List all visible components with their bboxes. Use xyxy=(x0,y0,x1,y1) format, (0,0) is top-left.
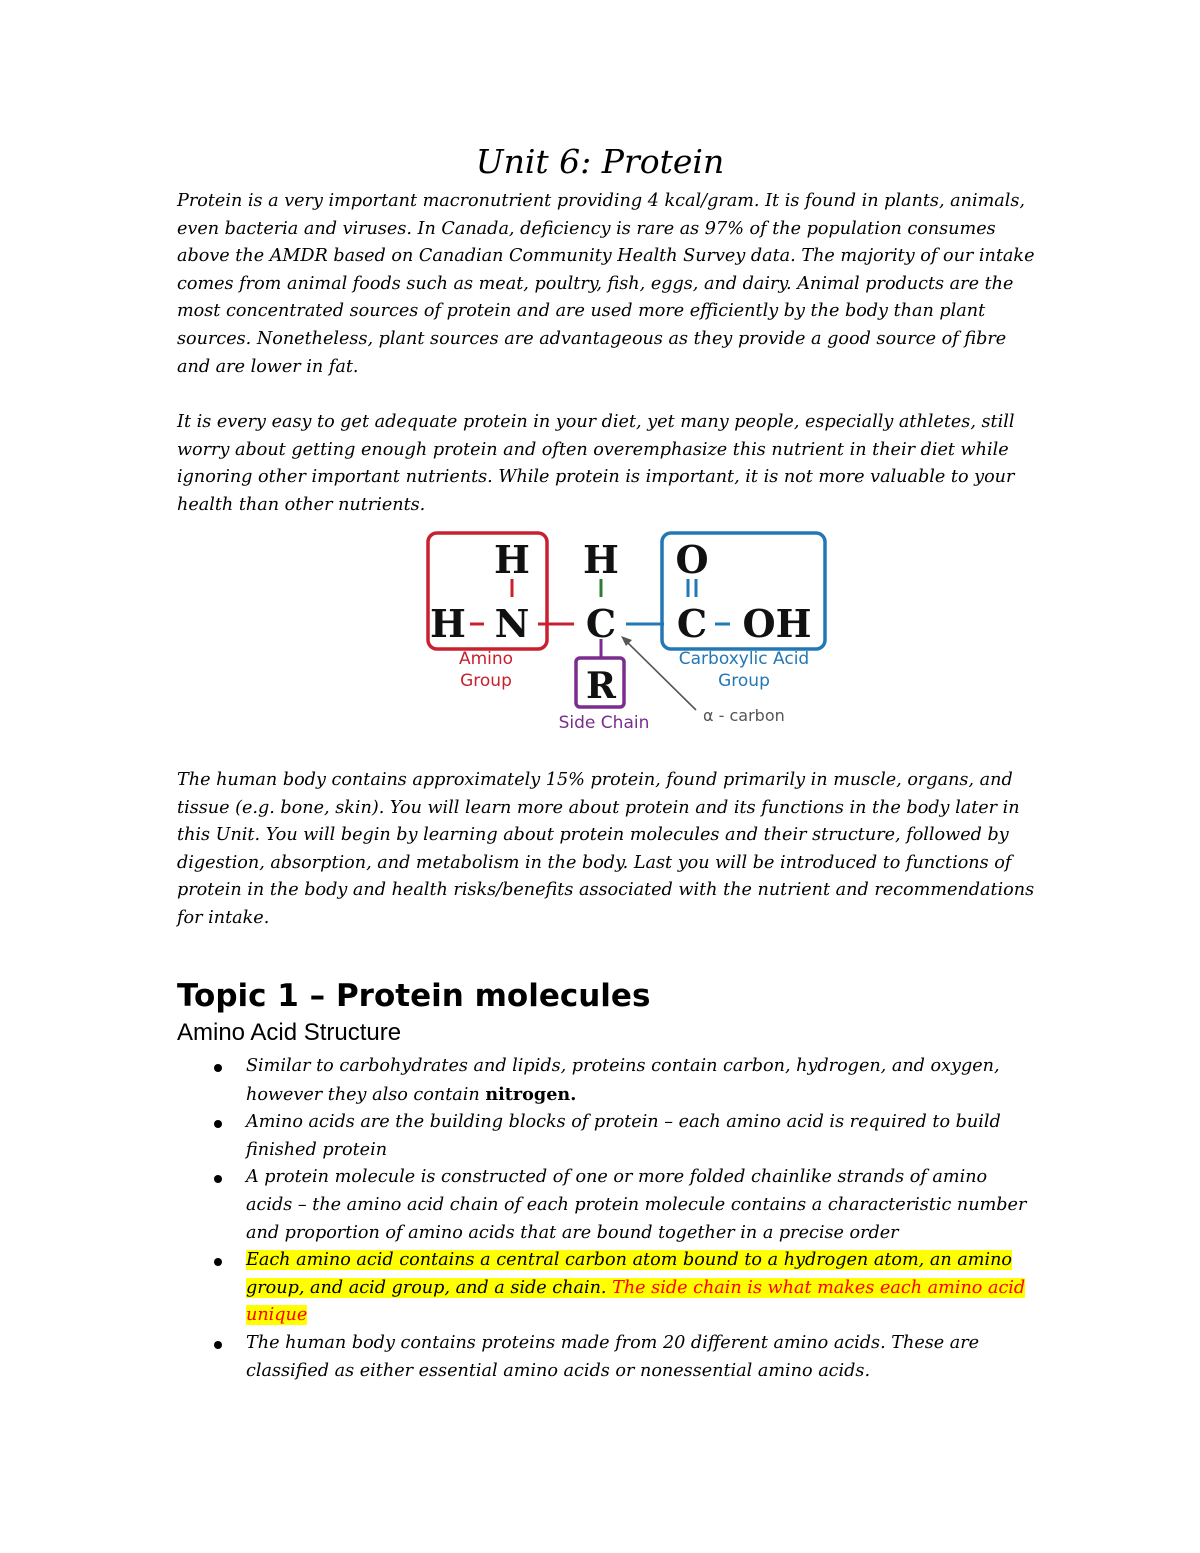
page-title: Unit 6: Protein xyxy=(475,142,725,181)
atom-h-top-mid: H xyxy=(583,537,619,582)
atom-c-alpha: C xyxy=(585,601,617,646)
atom-c-acid: C xyxy=(676,601,708,646)
atom-oh: OH xyxy=(742,601,812,646)
highlighted-bullet-text: Each amino acid contains a central carbon atom bound to a hydrogen atom, an amino group, and acid group, and a side chain. xyxy=(246,1250,1012,1298)
bullet-text: Amino acids are the building blocks of protein – each amino acid is required to build finished protein xyxy=(246,1112,1001,1160)
adequate-protein-paragraph: It is every easy to get adequate protein in your diet, yet many people, especially athletes, still worry about getting enough protein and often overemphasize this nutrient in their diet while ignoring other important nutrients. While protein is important, it is not more valuable to your health than other nutrients. xyxy=(177,412,1015,515)
bullet-text: The human body contains proteins made from 20 different amino acids. These are classified as either essential amino acids or nonessential amino acids. xyxy=(246,1332,980,1381)
atom-o: O xyxy=(675,537,709,582)
atom-h-top-left: H xyxy=(494,537,530,582)
topic-heading: Topic 1 – Protein molecules xyxy=(177,978,651,1014)
highlighted-red-text: The side chain is what makes each amino acid unique xyxy=(246,1277,1026,1326)
bullet-text: A protein molecule is constructed of one or more folded chainlike strands of amino acids – the amino acid chain of each protein molecule contains a characteristic number and proportion of amino acids that are bound together in a precise order xyxy=(246,1167,1027,1243)
atom-r: R xyxy=(586,665,616,707)
amino-label-line1: Amino xyxy=(458,649,514,669)
bullet-icon xyxy=(214,1258,222,1266)
bullet-end-text: . xyxy=(570,1083,577,1105)
alpha-carbon-label: α - carbon xyxy=(703,706,785,725)
amino-acid-structure-diagram xyxy=(424,527,834,745)
bullet-icon xyxy=(214,1064,222,1072)
body-protein-paragraph: The human body contains approximately 15% protein, found primarily in muscle, organs, and tissue (e.g. bone, skin). You will learn more about protein and its functions in the body later in this Unit. You will begin by learning about protein molecules and their structure, followed by digestion, absorption, and metabolism in the body. Last you will be introduced to functions of protein in the body and health risks/benefits associated with the nutrient and recommendations for intake. xyxy=(177,770,1035,928)
list-item xyxy=(177,1330,1037,1385)
list-item xyxy=(177,1109,1037,1164)
bullet-icon xyxy=(214,1120,222,1128)
amino-label-line2: Group xyxy=(460,671,512,691)
amino-acid-bullet-list xyxy=(177,1053,1037,1385)
side-chain-label: Side Chain xyxy=(558,713,650,733)
list-item xyxy=(177,1053,1037,1109)
atom-h-left: H xyxy=(430,601,466,646)
bullet-icon xyxy=(214,1341,222,1349)
list-item-highlighted xyxy=(177,1247,1037,1330)
subheading: Amino Acid Structure xyxy=(177,1019,402,1046)
carboxyl-label-line1: Carboxylic Acid xyxy=(678,649,810,669)
bullet-bold-text: nitrogen xyxy=(485,1083,571,1105)
carboxyl-label-line2: Group xyxy=(718,671,770,691)
bullet-icon xyxy=(214,1175,222,1183)
list-item xyxy=(177,1164,1037,1247)
atom-n: N xyxy=(494,601,530,646)
intro-paragraph: Protein is a very important macronutrient providing 4 kcal/gram. It is found in plants, animals, even bacteria and viruses. In Canada, deficiency is rare as 97% of the population consumes above the AMDR based on Canadian Community Health Survey data. The majority of our intake comes from animal foods such as meat, poultry, fish, eggs, and dairy. Animal products are the most concentrated sources of protein and are used more efficiently by the body than plant sources. Nonetheless, plant sources are advantageous as they provide a good source of fibre and are lower in fat. xyxy=(177,191,1035,377)
bullet-text: Similar to carbohydrates and lipids, proteins contain carbon, hydrogen, and oxygen, however they also contain xyxy=(246,1056,1000,1105)
